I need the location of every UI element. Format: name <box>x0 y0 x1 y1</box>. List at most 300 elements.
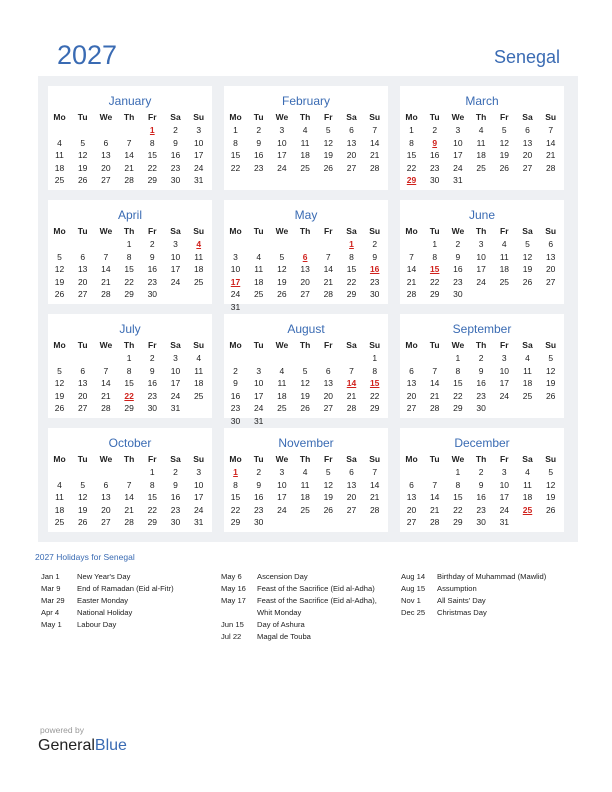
day-cell: 7 <box>325 251 331 262</box>
weekday-label: Th <box>123 340 135 350</box>
weekday-label: Sa <box>170 340 181 350</box>
day-cell: 26 <box>77 517 88 527</box>
day-cell: 30 <box>147 403 158 413</box>
day-cell: 30 <box>147 289 158 299</box>
day-cell: 7 <box>126 479 132 490</box>
holiday-date: Dec 25 <box>401 608 426 617</box>
day-cell: 2 <box>455 239 461 249</box>
day-cell: 15 <box>147 492 158 502</box>
holiday-date: Jan 1 <box>41 572 60 581</box>
day-cell: 21 <box>406 276 417 287</box>
weekday-label: We <box>451 112 465 122</box>
country-title: Senegal <box>493 47 560 67</box>
day-cell: 17 <box>170 264 181 274</box>
weekday-label: Sa <box>170 454 181 464</box>
day-cell: 19 <box>300 390 310 401</box>
holiday-day: 1 <box>349 239 354 249</box>
day-cell: 21 <box>101 390 111 401</box>
day-cell: 25 <box>277 403 287 413</box>
weekday-label: Sa <box>346 340 357 350</box>
day-cell: 11 <box>523 365 532 376</box>
day-cell: 18 <box>253 276 264 287</box>
day-cell: 13 <box>545 251 556 262</box>
day-cell: 25 <box>300 162 310 173</box>
weekday-header <box>228 112 392 124</box>
day-cell: 7 <box>548 125 554 135</box>
day-cell: 17 <box>253 390 264 401</box>
weekday-label: We <box>275 112 289 122</box>
day-cell: 21 <box>101 276 111 287</box>
day-cell: 5 <box>302 365 308 376</box>
weekday-label: Tu <box>429 454 440 464</box>
day-cell: 19 <box>54 390 65 401</box>
day-cell: 6 <box>349 467 354 477</box>
day-cell: 24 <box>499 504 510 515</box>
day-cell: 26 <box>545 390 556 401</box>
weekday-label: Mo <box>405 112 418 122</box>
day-cell: 21 <box>429 390 440 401</box>
day-cell: 21 <box>369 150 380 160</box>
day-cell: 22 <box>406 162 417 173</box>
day-cell: 1 <box>455 467 461 477</box>
day-cell: 24 <box>277 504 287 515</box>
holiday-name: Birthday of Muhammad (Mawlid) <box>437 572 547 581</box>
weekday-label: Tu <box>77 112 88 122</box>
day-cell: 14 <box>101 264 111 274</box>
day-cell: 31 <box>170 403 181 413</box>
day-cell: 2 <box>173 125 178 135</box>
day-cell: 15 <box>230 492 241 502</box>
holiday-date: Aug 15 <box>401 584 426 593</box>
holiday-name: New Year's Day <box>77 572 131 581</box>
day-cell: 28 <box>429 517 440 527</box>
powered-by-text: powered by <box>40 725 84 735</box>
day-cell: 1 <box>233 125 238 135</box>
day-cell: 23 <box>230 403 241 413</box>
weekday-label: Sa <box>522 226 533 236</box>
day-cell: 25 <box>193 276 204 287</box>
day-cell: 27 <box>406 517 417 527</box>
day-cell: 9 <box>455 251 461 262</box>
weekday-label: We <box>451 454 465 464</box>
weekday-label: Mo <box>405 340 418 350</box>
day-cell: 28 <box>369 162 380 173</box>
weekday-label: Tu <box>253 226 264 236</box>
day-cell: 22 <box>147 162 158 173</box>
day-cell: 8 <box>126 365 132 376</box>
weekday-header <box>228 454 392 466</box>
day-cell: 11 <box>523 479 532 490</box>
day-cell: 19 <box>323 492 334 502</box>
month-february <box>224 86 388 190</box>
day-cell: 29 <box>369 403 380 413</box>
day-cell: 27 <box>77 403 88 413</box>
holiday-name: Magal de Touba <box>257 632 311 641</box>
month-title: February <box>281 94 331 108</box>
day-cell: 25 <box>522 390 533 401</box>
day-cell: 20 <box>101 162 111 173</box>
day-cell: 3 <box>455 125 461 135</box>
day-cell: 29 <box>453 517 463 527</box>
month-november <box>224 428 388 532</box>
day-cell: 21 <box>545 150 556 160</box>
holiday-name: Feast of the Sacrifice (Eid al-Adha) <box>257 584 375 593</box>
day-cell: 15 <box>346 264 357 274</box>
day-cell: 10 <box>499 365 510 376</box>
day-cell: 9 <box>478 479 484 490</box>
day-cell: 27 <box>522 162 533 173</box>
day-cell: 7 <box>372 467 378 477</box>
day-cell: 3 <box>478 239 484 249</box>
day-cell: 10 <box>170 365 181 376</box>
day-cell: 24 <box>170 276 181 287</box>
month-title: June <box>468 208 496 222</box>
day-cell: 27 <box>300 289 310 299</box>
day-cell: 18 <box>300 492 310 502</box>
day-cell: 9 <box>372 251 378 262</box>
weekday-label: Fr <box>500 226 509 236</box>
weekday-label: Su <box>545 340 557 350</box>
weekday-label: Fr <box>324 340 333 350</box>
day-cell: 17 <box>499 492 510 502</box>
month-title: March <box>465 94 499 108</box>
day-cell: 8 <box>149 479 155 490</box>
day-cell: 20 <box>522 150 533 160</box>
holiday-date: May 17 <box>221 596 246 605</box>
day-cell: 11 <box>476 137 486 148</box>
weekday-label: Tu <box>253 340 264 350</box>
weekday-label: Tu <box>77 454 88 464</box>
day-cell: 18 <box>277 390 287 401</box>
weekday-header <box>404 454 568 466</box>
weekday-header <box>52 112 216 124</box>
day-cell: 30 <box>476 517 486 527</box>
day-cell: 2 <box>256 467 262 477</box>
day-cell: 30 <box>369 289 380 299</box>
day-cell: 5 <box>325 125 331 135</box>
day-cell: 22 <box>429 276 440 287</box>
weekday-label: Fr <box>148 340 157 350</box>
day-cell: 19 <box>54 276 65 287</box>
day-cell: 26 <box>54 403 65 413</box>
holiday-name: All Saints' Day <box>437 596 486 605</box>
day-cell: 11 <box>55 150 64 160</box>
day-cell: 18 <box>193 378 204 388</box>
day-cell: 24 <box>499 390 510 401</box>
day-cell: 3 <box>256 365 262 376</box>
weekday-label: Su <box>369 226 381 236</box>
day-cell: 29 <box>346 289 357 299</box>
day-cell: 18 <box>522 378 533 388</box>
day-cell: 2 <box>173 467 178 477</box>
day-cell: 20 <box>346 492 357 502</box>
day-cell: 21 <box>124 504 134 515</box>
weekday-header <box>404 340 568 352</box>
weekday-label: Th <box>475 112 487 122</box>
day-cell: 26 <box>323 504 334 515</box>
day-cell: 7 <box>103 251 109 262</box>
day-cell: 29 <box>147 175 158 185</box>
day-cell: 4 <box>302 125 308 135</box>
day-cell: 14 <box>429 492 440 502</box>
day-cell: 1 <box>455 353 461 363</box>
day-cell: 10 <box>453 137 463 148</box>
weekday-label: Th <box>299 112 311 122</box>
weekday-header <box>52 226 216 238</box>
day-cell: 14 <box>545 137 556 148</box>
weekday-label: Th <box>475 454 487 464</box>
day-cell: 16 <box>476 492 486 502</box>
day-cell: 31 <box>453 175 463 185</box>
day-cell: 21 <box>346 390 357 401</box>
day-cell: 31 <box>230 301 241 312</box>
day-cell: 7 <box>409 251 414 262</box>
day-cell: 23 <box>147 390 158 401</box>
month-october <box>48 428 212 532</box>
day-cell: 12 <box>499 137 510 148</box>
day-cell: 9 <box>256 479 262 490</box>
weekday-label: Tu <box>429 340 440 350</box>
day-cell: 28 <box>406 289 417 299</box>
holiday-date: May 6 <box>221 572 242 581</box>
day-cell: 8 <box>432 251 438 262</box>
day-cell: 24 <box>277 162 287 173</box>
day-cell: 10 <box>253 378 264 388</box>
day-cell: 25 <box>54 517 65 527</box>
weekday-label: Mo <box>53 454 66 464</box>
day-cell: 10 <box>277 137 287 148</box>
weekday-label: Tu <box>253 112 264 122</box>
weekday-label: We <box>99 226 113 236</box>
day-cell: 16 <box>170 492 181 502</box>
day-cell: 16 <box>230 390 241 401</box>
weekday-label: Mo <box>53 112 66 122</box>
day-cell: 24 <box>193 162 204 173</box>
weekday-label: We <box>275 454 289 464</box>
day-cell: 5 <box>325 467 331 477</box>
day-cell: 30 <box>170 517 181 527</box>
day-cell: 18 <box>476 150 486 160</box>
weekday-label: We <box>451 226 465 236</box>
day-cell: 30 <box>453 289 463 299</box>
day-cell: 12 <box>54 378 65 388</box>
day-cell: 16 <box>170 150 181 160</box>
day-cell: 30 <box>230 415 241 426</box>
holiday-day: 9 <box>432 137 438 148</box>
day-cell: 2 <box>478 467 484 477</box>
holiday-name: Christmas Day <box>437 608 487 617</box>
weekday-label: Sa <box>522 112 533 122</box>
day-cell: 30 <box>170 175 181 185</box>
day-cell: 26 <box>300 403 310 413</box>
day-cell: 6 <box>525 125 530 135</box>
day-cell: 12 <box>323 137 334 148</box>
day-cell: 2 <box>478 353 484 363</box>
day-cell: 15 <box>453 378 463 388</box>
weekday-header <box>404 112 568 124</box>
weekday-label: Tu <box>77 340 88 350</box>
day-cell: 31 <box>193 175 204 185</box>
day-cell: 15 <box>406 150 417 160</box>
weekday-label: Fr <box>500 340 509 350</box>
weekday-label: Su <box>545 226 557 236</box>
weekday-label: Fr <box>324 226 333 236</box>
day-cell: 9 <box>149 365 155 376</box>
day-cell: 12 <box>545 365 556 376</box>
day-cell: 23 <box>170 504 181 515</box>
day-cell: 25 <box>253 289 264 299</box>
day-cell: 12 <box>77 492 88 502</box>
day-cell: 28 <box>346 403 357 413</box>
weekday-label: We <box>451 340 465 350</box>
holiday-date: Nov 1 <box>401 596 421 605</box>
day-cell: 15 <box>453 492 463 502</box>
day-cell: 31 <box>193 517 204 527</box>
weekday-label: Sa <box>170 226 181 236</box>
holiday-date: Apr 4 <box>41 608 60 617</box>
day-cell: 23 <box>453 276 463 287</box>
day-cell: 7 <box>432 365 438 376</box>
day-cell: 20 <box>406 390 417 401</box>
weekday-label: Fr <box>148 226 157 236</box>
month-april <box>48 200 212 304</box>
day-cell: 15 <box>124 378 134 388</box>
day-cell: 18 <box>54 504 65 515</box>
weekday-label: Mo <box>53 226 66 236</box>
holiday-date: Mar 29 <box>41 596 65 605</box>
day-cell: 13 <box>101 150 111 160</box>
day-cell: 25 <box>54 175 65 185</box>
weekday-label: Th <box>299 340 311 350</box>
weekday-label: Su <box>193 454 205 464</box>
day-cell: 14 <box>369 479 380 490</box>
weekday-header <box>404 226 568 238</box>
day-cell: 31 <box>499 517 510 527</box>
day-cell: 20 <box>323 390 334 401</box>
day-cell: 23 <box>147 276 158 287</box>
day-cell: 28 <box>323 289 334 299</box>
day-cell: 31 <box>253 415 264 426</box>
day-cell: 7 <box>103 365 109 376</box>
weekday-label: We <box>99 454 113 464</box>
weekday-label: Fr <box>324 112 333 122</box>
day-cell: 14 <box>369 137 380 148</box>
holiday-date: Aug 14 <box>401 572 426 581</box>
weekday-label: Th <box>299 226 311 236</box>
weekday-label: Tu <box>253 454 264 464</box>
weekday-label: Fr <box>324 454 333 464</box>
day-cell: 26 <box>54 289 65 299</box>
day-cell: 11 <box>55 492 64 502</box>
day-cell: 5 <box>80 479 86 490</box>
day-cell: 28 <box>101 289 111 299</box>
day-cell: 4 <box>525 353 530 363</box>
holidays-title: 2027 Holidays for Senegal <box>35 552 135 562</box>
weekday-label: Su <box>369 454 381 464</box>
day-cell: 26 <box>499 162 510 173</box>
day-cell: 5 <box>57 251 62 262</box>
day-cell: 9 <box>478 365 484 376</box>
day-cell: 11 <box>300 137 310 148</box>
day-cell: 5 <box>80 137 86 148</box>
day-cell: 27 <box>101 175 111 185</box>
day-cell: 2 <box>149 353 155 363</box>
day-cell: 6 <box>103 137 109 148</box>
day-cell: 18 <box>499 264 510 274</box>
day-cell: 24 <box>453 162 463 173</box>
day-cell: 13 <box>77 378 88 388</box>
day-cell: 28 <box>124 517 134 527</box>
day-cell: 27 <box>406 403 417 413</box>
weekday-label: Fr <box>500 112 509 122</box>
weekday-label: Th <box>123 226 135 236</box>
day-cell: 28 <box>545 162 556 173</box>
holiday-name: Labour Day <box>77 620 117 629</box>
day-cell: 26 <box>277 289 287 299</box>
month-september <box>400 314 564 418</box>
brand-general: General <box>38 737 95 754</box>
day-cell: 2 <box>233 365 238 376</box>
day-cell: 13 <box>77 264 88 274</box>
holiday-date: Mar 9 <box>41 584 61 593</box>
day-cell: 8 <box>455 365 461 376</box>
holiday-day: 29 <box>406 175 417 185</box>
weekday-label: Su <box>369 112 381 122</box>
day-cell: 17 <box>193 150 204 160</box>
day-cell: 13 <box>323 378 334 388</box>
day-cell: 19 <box>323 150 334 160</box>
weekday-label: Mo <box>405 226 418 236</box>
day-cell: 1 <box>409 125 414 135</box>
day-cell: 28 <box>369 504 380 515</box>
weekday-label: Mo <box>405 454 418 464</box>
day-cell: 15 <box>147 150 158 160</box>
weekday-label: Sa <box>346 226 357 236</box>
weekday-label: We <box>99 340 113 350</box>
day-cell: 8 <box>409 137 414 148</box>
day-cell: 29 <box>124 403 134 413</box>
day-cell: 29 <box>453 403 463 413</box>
day-cell: 27 <box>77 289 88 299</box>
day-cell: 19 <box>522 264 533 274</box>
day-cell: 29 <box>429 289 440 299</box>
day-cell: 24 <box>476 276 486 287</box>
holiday-date: Jun 15 <box>221 620 244 629</box>
day-cell: 23 <box>476 504 486 515</box>
day-cell: 27 <box>346 504 357 515</box>
day-cell: 5 <box>501 125 507 135</box>
day-cell: 16 <box>453 264 463 274</box>
day-cell: 28 <box>429 403 440 413</box>
day-cell: 3 <box>279 125 285 135</box>
day-cell: 1 <box>126 353 132 363</box>
day-cell: 6 <box>409 365 414 376</box>
day-cell: 1 <box>372 353 378 363</box>
day-cell: 6 <box>409 479 414 490</box>
day-cell: 26 <box>522 276 533 287</box>
day-cell: 23 <box>253 504 264 515</box>
day-cell: 22 <box>124 276 134 287</box>
day-cell: 13 <box>300 264 310 274</box>
day-cell: 2 <box>149 239 155 249</box>
holiday-name: Easter Monday <box>77 596 129 605</box>
day-cell: 17 <box>170 378 181 388</box>
day-cell: 24 <box>193 504 204 515</box>
weekday-header <box>228 226 392 238</box>
weekday-header <box>52 340 216 352</box>
day-cell: 20 <box>101 504 111 515</box>
holiday-day: 1 <box>149 125 155 135</box>
